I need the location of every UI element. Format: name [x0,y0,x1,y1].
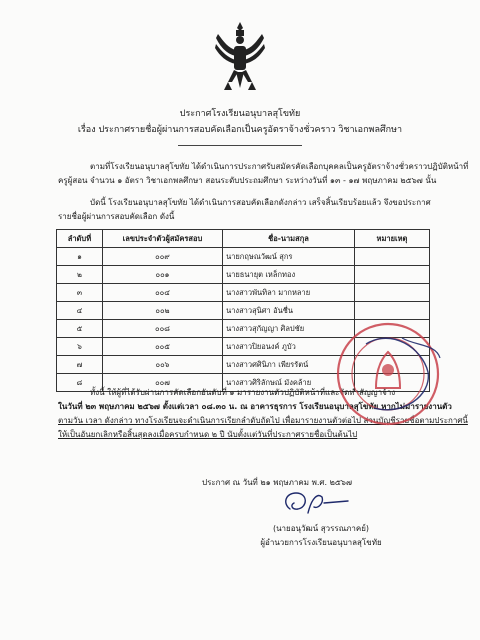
paragraph-3-line-3: ตามวัน เวลา ดังกล่าว ทางโรงเรียนจะดำเนินการเรียกลำดับถัดไป เพื่อมารายงานตัวต่อไป ส่วนบัญชีรายชื่อตามประกาศนี้ [58,416,468,425]
applicant-id-cell: ๐๐๑ [102,266,222,284]
applicant-id-cell: ๐๐๖ [102,356,222,374]
table-row [57,302,430,320]
table-row [57,284,430,302]
name-cell: นายธนายุต เหล็กทอง [223,266,355,284]
signature-mark [278,483,358,523]
name-cell: นางสาวศศินิภา เพียรรัตน์ [223,356,355,374]
rank-cell: ๕ [57,320,103,338]
applicant-id-cell: ๐๐๔ [102,284,222,302]
announcement-title: ประกาศโรงเรียนอนุบาลสุโขทัย [179,109,301,119]
applicant-id-cell: ๐๐๘ [102,320,222,338]
header-rank: ลำดับที่ [57,230,103,248]
name-cell: นางสาวศิริลักษณ์ มังคล้าย [223,374,355,392]
header-name: ชื่อ-นามสกุล [223,230,355,248]
announcement-date: ประกาศ ณ วันที่ ๒๑ พฤษภาคม พ.ศ. ๒๕๖๗ [202,478,352,487]
header-note: หมายเหตุ [354,230,429,248]
applicant-id-cell: ๐๐๗ [102,374,222,392]
table-header-row [57,230,430,248]
rank-cell: ๑ [57,248,103,266]
note-cell [354,266,429,284]
rank-cell: ๔ [57,302,103,320]
paragraph-1-line-2: ครูผู้สอน จำนวน ๑ อัตรา วิชาเอกพลศึกษา สอนระดับประถมศึกษา ระหว่างวันที่ ๑๓ - ๑๗ พฤษภาคม ๒๕๖๗ นั้น [58,176,437,185]
name-cell: นางสาวปิยอนงค์ ภูบัว [223,338,355,356]
rank-cell: ๖ [57,338,103,356]
table-row [57,248,430,266]
note-cell [354,302,429,320]
name-cell: นางสาวสุนิศา อันชื่น [223,302,355,320]
name-cell: นางสาวสุกัญญา ศิลปชัย [223,320,355,338]
header-applicant-id: เลขประจำตัวผู้สมัครสอบ [102,230,222,248]
paragraph-2-line-2: รายชื่อผู้ผ่านการสอบคัดเลือก ดังนี้ [58,212,175,221]
signer-position: ผู้อำนวยการโรงเรียนอนุบาลสุโขทัย [260,538,382,547]
announcement-subject: เรื่อง ประกาศรายชื่อผู้ผ่านการสอบคัดเลือกเป็นครูอัตราจ้างชั่วคราว วิชาเอกพลศึกษา [77,125,403,135]
note-cell [354,248,429,266]
note-cell [354,284,429,302]
name-cell: นายกฤษณวัฒน์ สุกร [223,248,355,266]
school-seal-stamp [332,318,444,430]
applicant-id-cell: ๐๐๒ [102,302,222,320]
paragraph-3-line-2: ในวันที่ ๒๓ พฤษภาคม ๒๕๖๗ ตั้งแต่เวลา ๐๘.๓๐ น. ณ อาคารธุรการ โรงเรียนอนุบาลสุโขทัย หากไม่มารายงานตัว [58,402,452,411]
signer-name: (นายอนุวัฒน์ สุวรรณภาคย์) [272,524,370,533]
rank-cell: ๒ [57,266,103,284]
applicant-id-cell: ๐๐๙ [102,248,222,266]
name-cell: นางสาวพันทิลา มากหลาย [223,284,355,302]
paragraph-3-line-1: ทั้งนี้ ให้ผู้ที่ได้รับผ่านการคัดเลือกอันดับที่ ๑ มารายงานตัวปฏิบัติหน้าที่และจัดทำสัญญาจ้าง [90,388,396,397]
paragraph-3-line-4: ให้เป็นอันยกเลิกหรือสิ้นสุดลงเมื่อครบกำหนด ๒ ปี นับตั้งแต่วันที่ประกาศรายชื่อเป็นต้นไป [58,430,358,439]
rank-cell: ๗ [57,356,103,374]
paragraph-1-line-1: ตามที่โรงเรียนอนุบาลสุโขทัย ได้ดำเนินการประกาศรับสมัครคัดเลือกบุคคลเป็นครูอัตราจ้างชั่วคราวปฏิบัติหน้าที่ [90,162,469,171]
garuda-emblem-icon [214,20,266,98]
table-row [57,266,430,284]
applicant-id-cell: ๐๐๕ [102,338,222,356]
rank-cell: ๓ [57,284,103,302]
divider [178,145,302,146]
rank-cell: ๘ [57,374,103,392]
paragraph-2-line-1: บัดนี้ โรงเรียนอนุบาลสุโขทัย ได้ดำเนินการสอบคัดเลือกดังกล่าว เสร็จสิ้นเรียบร้อยแล้ว จึงขอประกาศ [90,198,431,207]
